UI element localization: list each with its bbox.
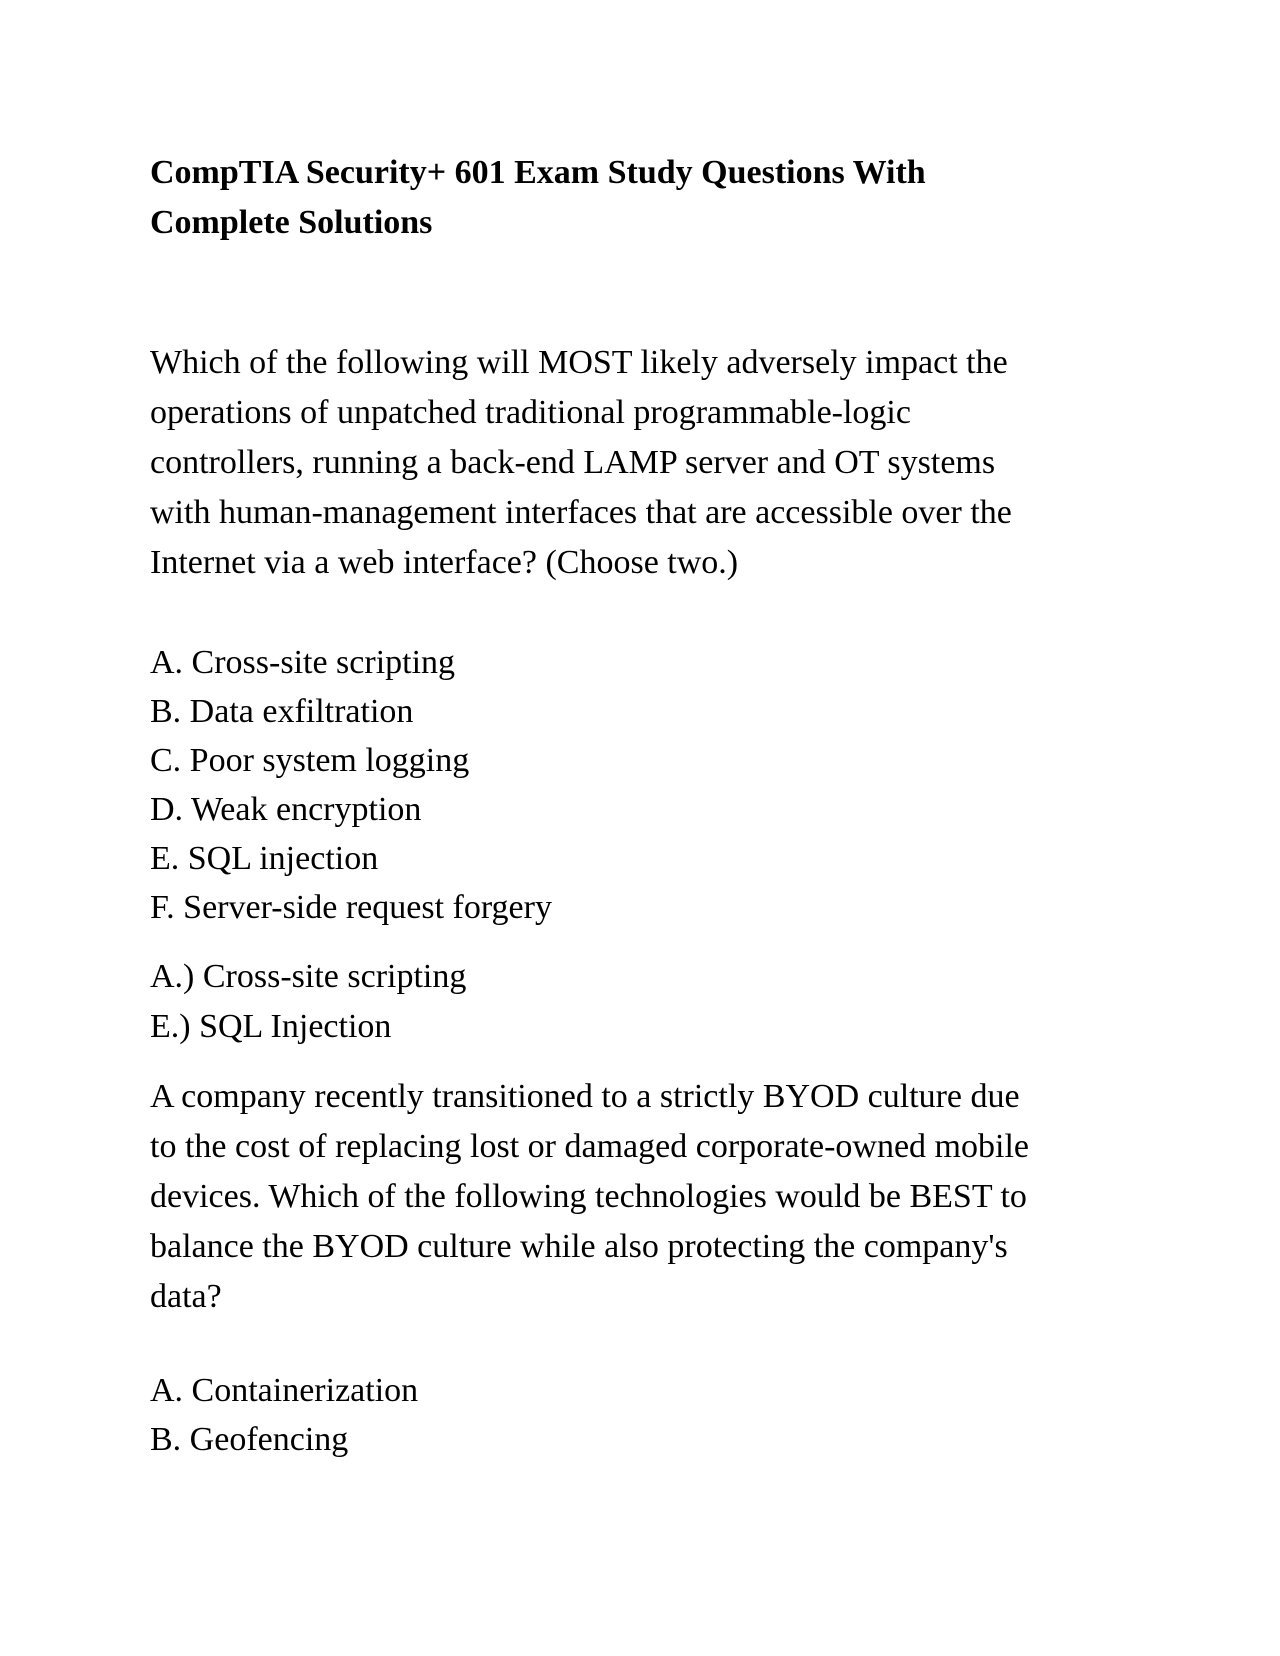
option-item: B. Data exfiltration	[150, 693, 414, 730]
question-line: A company recently transitioned to a strictly BYOD culture due	[150, 1078, 1020, 1115]
question-line: devices. Which of the following technologies would be BEST to	[150, 1178, 1027, 1215]
question-line: balance the BYOD culture while also protecting the company's	[150, 1228, 1008, 1265]
question-1-text	[150, 338, 1150, 588]
option-item: E. SQL injection	[150, 840, 379, 877]
question-1-answers	[150, 952, 1150, 1052]
option-item: D. Weak encryption	[150, 791, 422, 828]
question-line: data?	[150, 1278, 222, 1315]
title-line: Complete Solutions	[150, 204, 433, 241]
question-line: Which of the following will MOST likely adversely impact the	[150, 344, 1008, 381]
question-line: with human-management interfaces that are accessible over the	[150, 494, 1012, 531]
option-item: A. Cross-site scripting	[150, 644, 456, 681]
question-2-options	[150, 1366, 1150, 1464]
title-line: CompTIA Security+ 601 Exam Study Questions With	[150, 154, 926, 191]
question-line: Internet via a web interface? (Choose two.)	[150, 544, 739, 581]
question-line: controllers, running a back-end LAMP server and OT systems	[150, 444, 996, 481]
option-item: A. Containerization	[150, 1372, 419, 1409]
option-item: F. Server-side request forgery	[150, 889, 552, 926]
question-2-text	[150, 1072, 1150, 1322]
answer-item: E.) SQL Injection	[150, 1008, 392, 1045]
option-item: B. Geofencing	[150, 1421, 349, 1458]
answer-item: A.) Cross-site scripting	[150, 958, 467, 995]
question-line: to the cost of replacing lost or damaged corporate-owned mobile	[150, 1128, 1029, 1165]
document-title	[150, 148, 1150, 248]
option-item: C. Poor system logging	[150, 742, 470, 779]
question-1-options	[150, 638, 1150, 932]
document-page	[150, 148, 1150, 1464]
question-line: operations of unpatched traditional programmable-logic	[150, 394, 911, 431]
